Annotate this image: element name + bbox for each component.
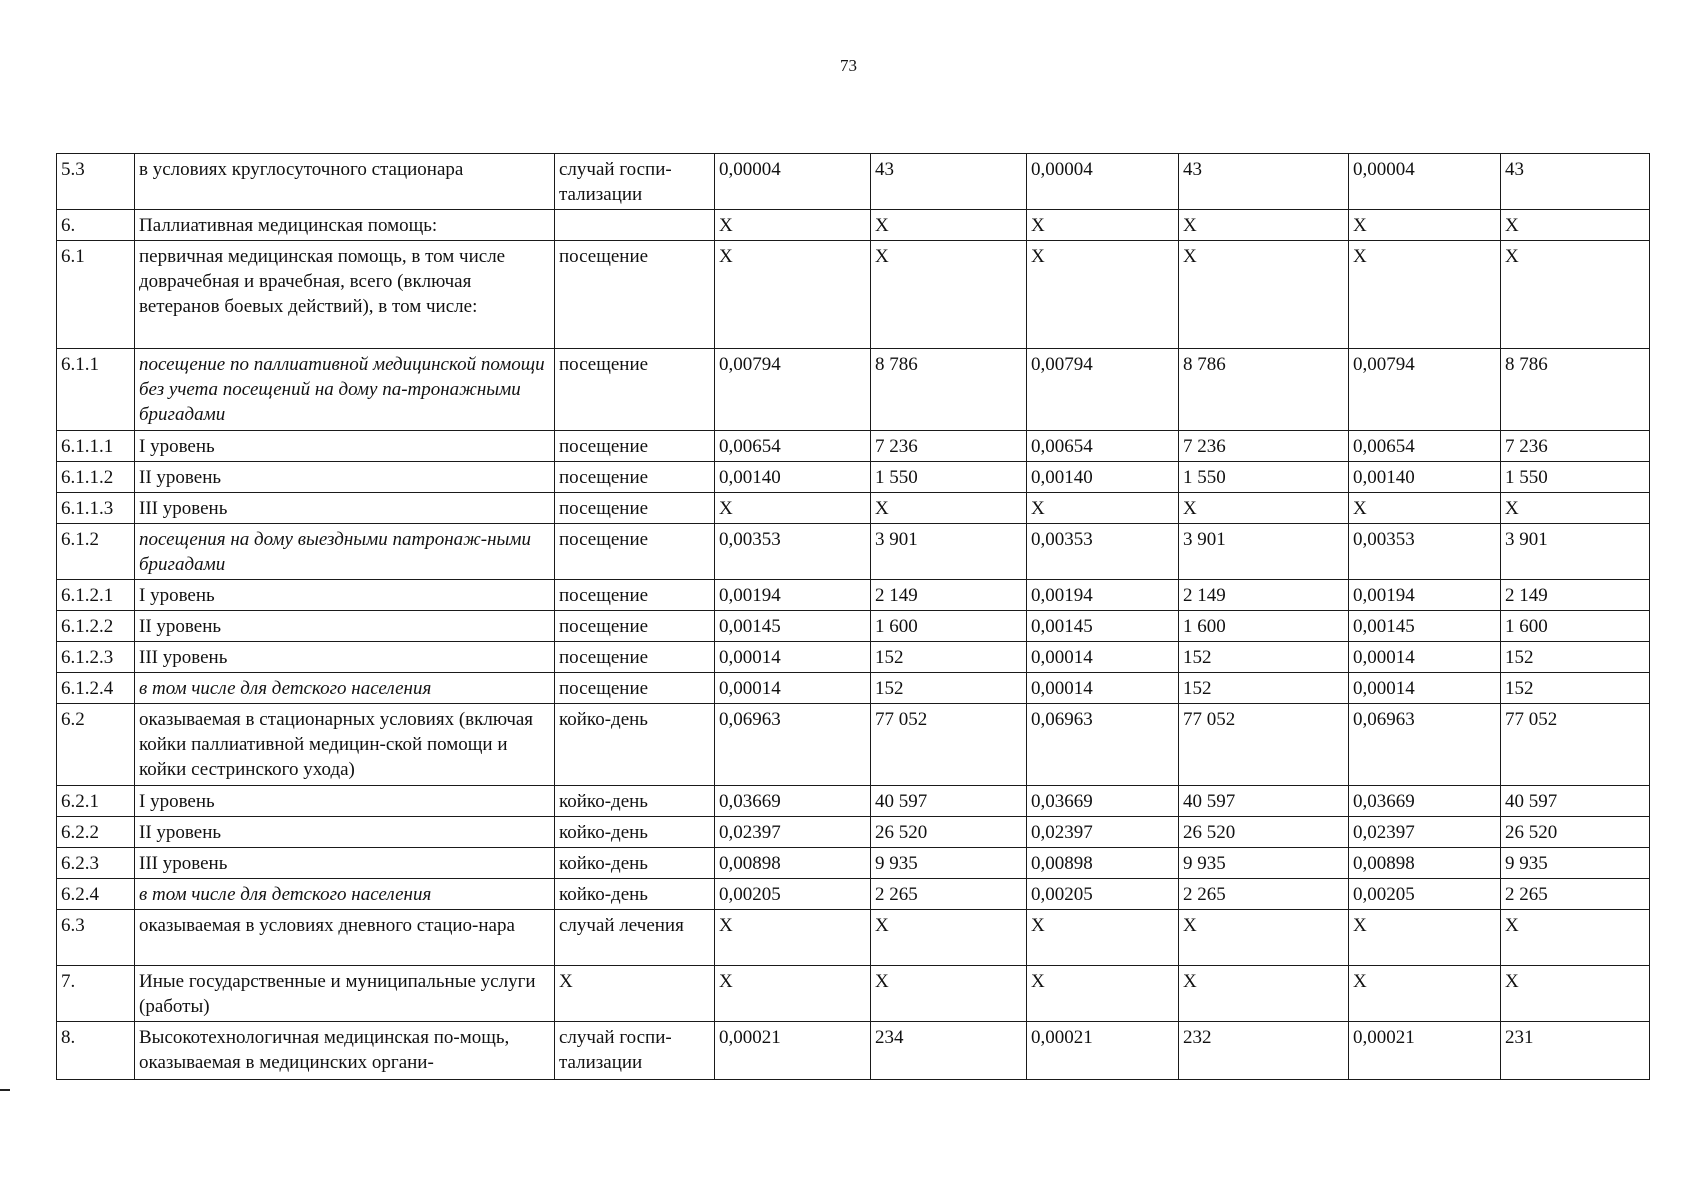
row-value: 1 550 bbox=[871, 462, 1027, 493]
row-unit: посещение bbox=[555, 493, 715, 524]
row-value: 1 550 bbox=[1179, 462, 1349, 493]
row-value: 0,00353 bbox=[1027, 524, 1179, 580]
row-value: Х bbox=[1179, 210, 1349, 241]
row-value: 234 bbox=[871, 1022, 1027, 1080]
row-name: Высокотехнологичная медицинская по-мощь, оказываемая в медицинских органи- bbox=[135, 1022, 555, 1080]
table-row bbox=[57, 848, 1650, 879]
row-value: Х bbox=[871, 493, 1027, 524]
row-unit: койко-день bbox=[555, 848, 715, 879]
row-value: 2 149 bbox=[1179, 580, 1349, 611]
table-row bbox=[57, 642, 1650, 673]
table-row bbox=[57, 673, 1650, 704]
row-name: в условиях круглосуточного стационара bbox=[135, 154, 555, 210]
row-value: 0,00021 bbox=[715, 1022, 871, 1080]
row-value: 0,02397 bbox=[1349, 817, 1501, 848]
page-number: 73 bbox=[840, 56, 857, 75]
row-unit: посещение bbox=[555, 611, 715, 642]
row-name: III уровень bbox=[135, 848, 555, 879]
row-value: 0,00014 bbox=[715, 673, 871, 704]
row-value: 2 265 bbox=[1501, 879, 1650, 910]
row-value: 8 786 bbox=[1179, 349, 1349, 431]
row-value: 0,00205 bbox=[715, 879, 871, 910]
row-value: 0,00194 bbox=[715, 580, 871, 611]
row-value: 0,00794 bbox=[715, 349, 871, 431]
row-number: 6.3 bbox=[57, 910, 135, 966]
row-value: 0,00021 bbox=[1027, 1022, 1179, 1080]
row-value: 1 600 bbox=[1179, 611, 1349, 642]
row-value: 8 786 bbox=[871, 349, 1027, 431]
row-value: 1 600 bbox=[871, 611, 1027, 642]
row-value: 2 149 bbox=[1501, 580, 1650, 611]
row-value: 0,00021 bbox=[1349, 1022, 1501, 1080]
row-number: 5.3 bbox=[57, 154, 135, 210]
row-value: 0,00014 bbox=[1349, 673, 1501, 704]
row-number: 6.1 bbox=[57, 241, 135, 349]
table-row bbox=[57, 210, 1650, 241]
row-value: Х bbox=[1027, 241, 1179, 349]
row-name: первичная медицинская помощь, в том числе доврачебная и врачебная, всего (включая ветеранов боевых действий), в том числе: bbox=[135, 241, 555, 349]
row-value: 0,00004 bbox=[1349, 154, 1501, 210]
row-value: 0,00654 bbox=[1027, 431, 1179, 462]
row-number: 8. bbox=[57, 1022, 135, 1080]
row-value: 7 236 bbox=[871, 431, 1027, 462]
row-value: 0,00194 bbox=[1027, 580, 1179, 611]
row-number: 6.2.4 bbox=[57, 879, 135, 910]
row-value: Х bbox=[1179, 910, 1349, 966]
row-name: I уровень bbox=[135, 580, 555, 611]
row-value: 0,00014 bbox=[1349, 642, 1501, 673]
data-table bbox=[56, 153, 1650, 1080]
table-row bbox=[57, 154, 1650, 210]
row-value: 3 901 bbox=[871, 524, 1027, 580]
row-value: 0,06963 bbox=[1027, 704, 1179, 786]
row-number: 6.1.1.2 bbox=[57, 462, 135, 493]
row-value: 77 052 bbox=[1179, 704, 1349, 786]
table-body bbox=[57, 154, 1650, 1080]
row-value: 8 786 bbox=[1501, 349, 1650, 431]
row-unit: случай госпи-тализации bbox=[555, 154, 715, 210]
row-name: II уровень bbox=[135, 817, 555, 848]
row-value: 152 bbox=[1501, 642, 1650, 673]
row-value: Х bbox=[1349, 493, 1501, 524]
row-value: 0,00145 bbox=[715, 611, 871, 642]
row-value: 0,03669 bbox=[1027, 786, 1179, 817]
row-value: 0,00898 bbox=[1349, 848, 1501, 879]
row-value: 0,00140 bbox=[715, 462, 871, 493]
row-unit: койко-день bbox=[555, 704, 715, 786]
row-value: 9 935 bbox=[1501, 848, 1650, 879]
row-value: 232 bbox=[1179, 1022, 1349, 1080]
row-name: III уровень bbox=[135, 493, 555, 524]
row-value: 26 520 bbox=[871, 817, 1027, 848]
row-number: 6.2 bbox=[57, 704, 135, 786]
row-value: 9 935 bbox=[871, 848, 1027, 879]
table-row bbox=[57, 462, 1650, 493]
row-value: Х bbox=[871, 966, 1027, 1022]
row-unit: койко-день bbox=[555, 817, 715, 848]
row-value: Х bbox=[1501, 910, 1650, 966]
row-number: 6.1.2.4 bbox=[57, 673, 135, 704]
row-value: 0,00140 bbox=[1027, 462, 1179, 493]
row-value: 0,00194 bbox=[1349, 580, 1501, 611]
row-value: 43 bbox=[1501, 154, 1650, 210]
row-number: 6.2.2 bbox=[57, 817, 135, 848]
row-value: 0,02397 bbox=[1027, 817, 1179, 848]
row-value: 77 052 bbox=[1501, 704, 1650, 786]
row-value: 152 bbox=[871, 673, 1027, 704]
row-value: 2 265 bbox=[871, 879, 1027, 910]
row-name: I уровень bbox=[135, 786, 555, 817]
row-value: 40 597 bbox=[1501, 786, 1650, 817]
row-value: 231 bbox=[1501, 1022, 1650, 1080]
table-row bbox=[57, 611, 1650, 642]
row-number: 6.1.1.1 bbox=[57, 431, 135, 462]
row-value: 0,00898 bbox=[715, 848, 871, 879]
row-value: Х bbox=[1179, 493, 1349, 524]
row-value: Х bbox=[1179, 241, 1349, 349]
row-value: Х bbox=[1027, 910, 1179, 966]
row-value: Х bbox=[715, 493, 871, 524]
row-value: Х bbox=[1349, 241, 1501, 349]
row-unit: посещение bbox=[555, 524, 715, 580]
row-value: 0,06963 bbox=[1349, 704, 1501, 786]
row-value: 0,00205 bbox=[1027, 879, 1179, 910]
row-name: II уровень bbox=[135, 462, 555, 493]
row-value: 9 935 bbox=[1179, 848, 1349, 879]
row-value: 152 bbox=[871, 642, 1027, 673]
row-value: Х bbox=[1501, 241, 1650, 349]
row-value: 152 bbox=[1179, 673, 1349, 704]
row-number: 6.1.2.2 bbox=[57, 611, 135, 642]
row-number: 6.1.1 bbox=[57, 349, 135, 431]
row-value: 0,00794 bbox=[1349, 349, 1501, 431]
table-row bbox=[57, 493, 1650, 524]
row-value: 0,00004 bbox=[1027, 154, 1179, 210]
row-value: 0,00898 bbox=[1027, 848, 1179, 879]
row-value: 0,00353 bbox=[715, 524, 871, 580]
row-value: 0,00014 bbox=[715, 642, 871, 673]
row-value: 0,00794 bbox=[1027, 349, 1179, 431]
row-value: Х bbox=[1349, 910, 1501, 966]
table-row bbox=[57, 1022, 1650, 1080]
row-value: Х bbox=[715, 210, 871, 241]
row-value: Х bbox=[1501, 493, 1650, 524]
row-value: 7 236 bbox=[1179, 431, 1349, 462]
row-unit: посещение bbox=[555, 642, 715, 673]
row-value: 77 052 bbox=[871, 704, 1027, 786]
row-value: 152 bbox=[1501, 673, 1650, 704]
table-row bbox=[57, 349, 1650, 431]
row-unit: посещение bbox=[555, 349, 715, 431]
row-value: 43 bbox=[1179, 154, 1349, 210]
row-value: Х bbox=[871, 910, 1027, 966]
row-unit: посещение bbox=[555, 241, 715, 349]
margin-mark bbox=[0, 1089, 10, 1091]
row-value: 0,00145 bbox=[1027, 611, 1179, 642]
row-value: 2 265 bbox=[1179, 879, 1349, 910]
row-unit: койко-день bbox=[555, 879, 715, 910]
row-unit: случай госпи-тализации bbox=[555, 1022, 715, 1080]
table-row bbox=[57, 580, 1650, 611]
row-value: Х bbox=[1027, 493, 1179, 524]
row-value: 0,00353 bbox=[1349, 524, 1501, 580]
row-name: в том числе для детского населения bbox=[135, 673, 555, 704]
table-row bbox=[57, 910, 1650, 966]
table-row bbox=[57, 966, 1650, 1022]
row-value: Х bbox=[1027, 966, 1179, 1022]
row-name: Паллиативная медицинская помощь: bbox=[135, 210, 555, 241]
row-value: 0,00004 bbox=[715, 154, 871, 210]
row-value: Х bbox=[1501, 966, 1650, 1022]
table-row bbox=[57, 879, 1650, 910]
row-name: посещение по паллиативной медицинской помощи без учета посещений на дому па-тронажными бригадами bbox=[135, 349, 555, 431]
row-value: 43 bbox=[871, 154, 1027, 210]
table-row bbox=[57, 431, 1650, 462]
row-value: 1 600 bbox=[1501, 611, 1650, 642]
row-value: 7 236 bbox=[1501, 431, 1650, 462]
row-value: 0,03669 bbox=[1349, 786, 1501, 817]
row-unit: Х bbox=[555, 966, 715, 1022]
row-unit: койко-день bbox=[555, 786, 715, 817]
row-value: Х bbox=[1349, 966, 1501, 1022]
row-name: I уровень bbox=[135, 431, 555, 462]
row-value: 26 520 bbox=[1179, 817, 1349, 848]
row-number: 6.1.2 bbox=[57, 524, 135, 580]
row-value: 0,00140 bbox=[1349, 462, 1501, 493]
row-value: 2 149 bbox=[871, 580, 1027, 611]
row-value: 0,00205 bbox=[1349, 879, 1501, 910]
row-unit: посещение bbox=[555, 673, 715, 704]
row-value: Х bbox=[715, 241, 871, 349]
row-value: 0,06963 bbox=[715, 704, 871, 786]
row-value: 0,03669 bbox=[715, 786, 871, 817]
row-value: Х bbox=[871, 210, 1027, 241]
row-value: 0,00654 bbox=[1349, 431, 1501, 462]
row-name: II уровень bbox=[135, 611, 555, 642]
row-name: в том числе для детского населения bbox=[135, 879, 555, 910]
table-row bbox=[57, 704, 1650, 786]
row-value: Х bbox=[1501, 210, 1650, 241]
row-name: оказываемая в стационарных условиях (включая койки паллиативной медицин-ской помощи и койки сестринского ухода) bbox=[135, 704, 555, 786]
row-number: 6.2.1 bbox=[57, 786, 135, 817]
row-value: 1 550 bbox=[1501, 462, 1650, 493]
row-value: 0,00014 bbox=[1027, 673, 1179, 704]
row-unit: посещение bbox=[555, 580, 715, 611]
row-value: Х bbox=[871, 241, 1027, 349]
row-value: Х bbox=[715, 910, 871, 966]
table-row bbox=[57, 241, 1650, 349]
table-row bbox=[57, 786, 1650, 817]
row-value: 0,00014 bbox=[1027, 642, 1179, 673]
row-number: 6.1.1.3 bbox=[57, 493, 135, 524]
row-value: 40 597 bbox=[1179, 786, 1349, 817]
row-unit: случай лечения bbox=[555, 910, 715, 966]
row-value: 152 bbox=[1179, 642, 1349, 673]
row-value: 0,00145 bbox=[1349, 611, 1501, 642]
row-value: Х bbox=[1179, 966, 1349, 1022]
row-unit: посещение bbox=[555, 431, 715, 462]
table-row bbox=[57, 524, 1650, 580]
row-value: 40 597 bbox=[871, 786, 1027, 817]
row-number: 6.1.2.3 bbox=[57, 642, 135, 673]
table-row bbox=[57, 817, 1650, 848]
row-name: III уровень bbox=[135, 642, 555, 673]
row-value: Х bbox=[1027, 210, 1179, 241]
row-value: 3 901 bbox=[1501, 524, 1650, 580]
row-value: 26 520 bbox=[1501, 817, 1650, 848]
row-number: 6.1.2.1 bbox=[57, 580, 135, 611]
row-name: посещения на дому выездными патронаж-ными бригадами bbox=[135, 524, 555, 580]
row-value: Х bbox=[715, 966, 871, 1022]
row-name: Иные государственные и муниципальные услуги (работы) bbox=[135, 966, 555, 1022]
row-value: 3 901 bbox=[1179, 524, 1349, 580]
row-unit: посещение bbox=[555, 462, 715, 493]
row-number: 6.2.3 bbox=[57, 848, 135, 879]
row-number: 7. bbox=[57, 966, 135, 1022]
row-value: 0,02397 bbox=[715, 817, 871, 848]
row-unit bbox=[555, 210, 715, 241]
row-number: 6. bbox=[57, 210, 135, 241]
row-value: Х bbox=[1349, 210, 1501, 241]
row-name: оказываемая в условиях дневного стацио-нара bbox=[135, 910, 555, 966]
row-value: 0,00654 bbox=[715, 431, 871, 462]
